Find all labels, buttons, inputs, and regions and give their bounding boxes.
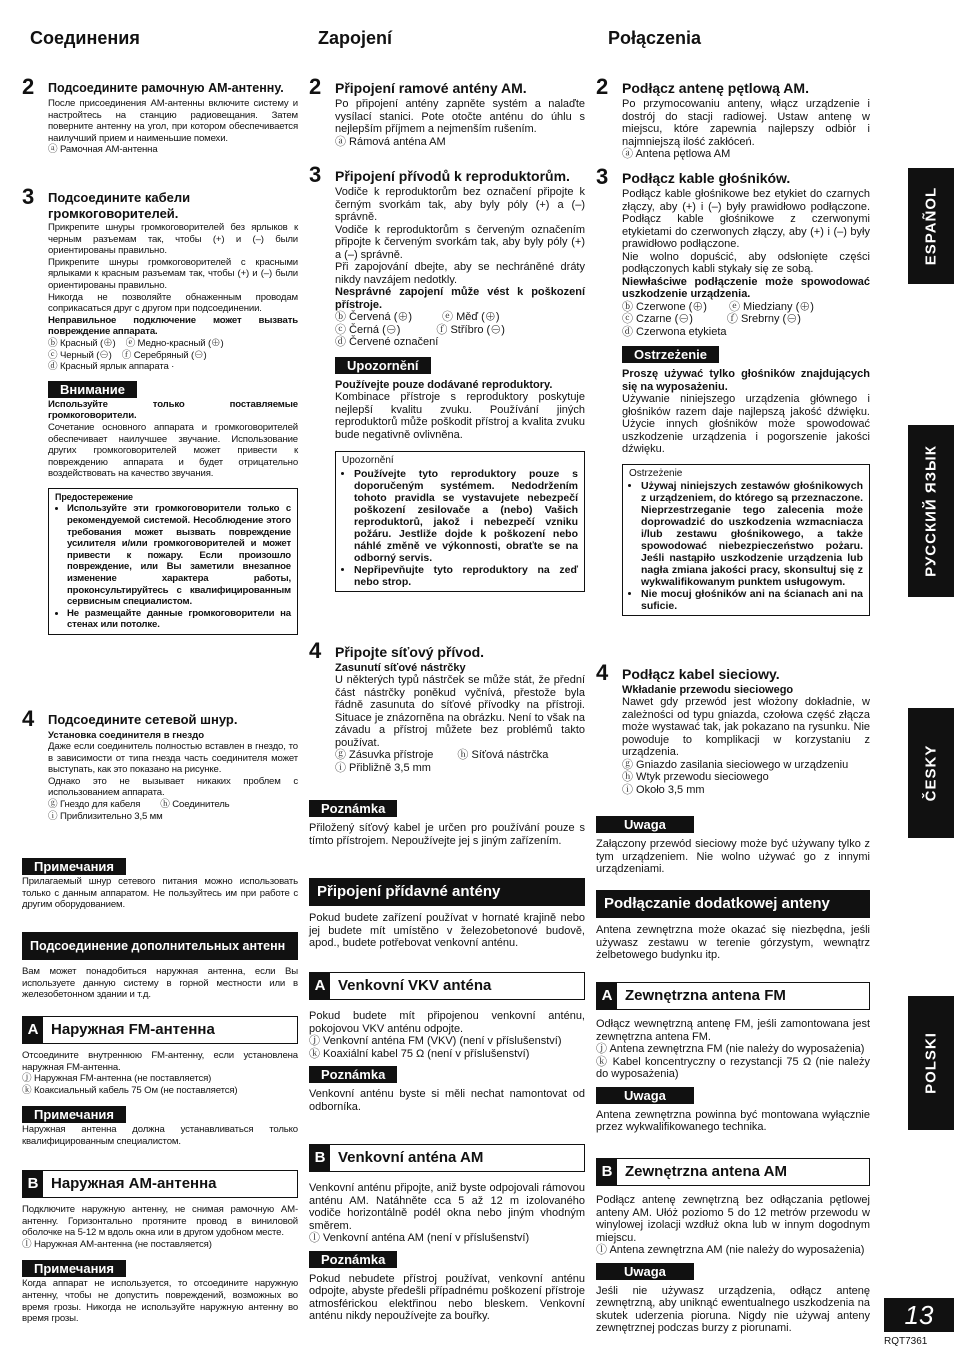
pl-fm-antenna [596,982,870,1134]
caution-body: Сочетание основного аппарата и громкоговорителей обеспечивает наилучшее звучание. Использование других громкоговорителей может привести к повреждению аппарата и будет отрицательно воздействовать на качество звучания. [48,421,298,480]
figure-label: ⓙ Antena zewnętrzna FM (nie należy do wyposażenia) [596,1043,865,1055]
section-body: Pokud budete zařízení používat v hornaté krajině nebo jej budete mít umístěno v železobetonové budově, apod., budete potřebovat venkovní anténu. [309,912,585,949]
warning-item: • Используйте эти громкоговорители только с рекомендуемой системой. Несоблюдение этого требования может вызвать повреждение усилителя и/или громкоговорителей и может привести к пожару. Если произошло повреждение, или Вы заметили внезапное изменение характера работы, проконсультируйтесь с квалифицированным сервисным специалистом. [67,503,291,607]
note-bar: Poznámka [309,1066,397,1083]
section-body: Вам может понадобиться наружная антенна, если Вы используете данную систему в горной местности или в железобетонном здании и т.д. [22,966,298,1001]
subsection-title: Venkovní anténa AM [338,1149,484,1166]
language-tab-espanol [908,168,954,284]
step-body: Podłącz kable głośnikowe bez etykiet do czarnych złączy, aby (+) i (–) były prawidłowo podłączone. Podłącz kable głośnikowe z czerwonymi etykietami do czerwonych złączy, aby (+) i (–) były prawidłowo podłączone. [622,188,870,250]
step-number: 4 [596,660,609,685]
notes-body: Когда аппарат не используется, то отсоедините наружную антенну, чтобы не допустить повреждений, возможных во время грозы. Никогда не используйте наружную антенну во время грозы. [22,1278,298,1325]
figure-label: ⓙ Наружная FM-антенна (не поставляется) [22,1073,212,1085]
figure-label: ⓔ Медно-красный (⊕) [125,337,224,349]
section-body: Antena zewnętrzna może okazać się niezbędna, jeśli używasz zestawu w terenie górzystym, wewnątrz żelbetowego budynku itp. [596,924,870,961]
cz-extra-antenna [309,878,585,950]
step-number: 3 [309,162,322,187]
figure-label: ⓑ Červená (⊕) [335,311,413,323]
warning-title: Предостережение [55,491,133,502]
subsection-title: Zewnętrzna antena AM [625,1163,787,1180]
step-number: 4 [22,706,35,731]
step-bold-warning: Неправильное подключение может вызвать повреждение аппарата. [48,314,298,338]
ru-notes [22,858,298,911]
caution-bold: Используйте только поставляемые громкоговорители. [48,398,298,422]
subsection-title: Venkovní VKV anténa [338,977,492,994]
warning-item: • Не размещайте данные громкоговорители на стенах или потолке. [67,608,291,631]
figure-label: ⓕ Srebrny (⊖) [726,313,801,325]
step-title: Připojení ramové antény AM. [335,80,527,96]
letter-badge: B [310,1145,330,1171]
figure-label: ⓐ Рамочная АМ-антенна [48,144,158,156]
figure-label: ⓒ Черный (⊖) [48,349,112,361]
document-code: RQT7361 [884,1336,928,1347]
ru-extra-antennas [22,932,298,1001]
figure-label: ⓑ Красный (⊕) [48,337,116,349]
figure-label: ⓗ Síťová nástrčka [457,749,549,761]
subsection-body: Pokud budete mít připojenou venkovní anténu, pokojovou VKV anténu odpojte. [309,1010,585,1035]
letter-badge: B [23,1171,43,1197]
subsection-body: Podłącz antenę zewnętrzną bez odłączania pętlowej anteny AM. Ułóż poziomo 5 do 12 metrów przewodu w winylowej izolacji wzdłuż okna lub w innym dogodnym miejscu. [596,1194,870,1244]
caution-body: Kombinace přístroje s reproduktory poskytuje nejlepší kvalitu zvuku. Používání jiných reproduktorů může poškodit přístroj a kvalita zvuku bude negativně ovlivněna. [335,391,585,441]
subsection-title: Наружная АМ-антенна [51,1175,217,1192]
cz-am-antenna [309,1144,585,1323]
note-body: Venkovní anténu byste si měli nechat namontovat od odborníka. [309,1088,585,1113]
warning-item: • Nepřipevňujte tyto reproduktory na zeď nebo strop. [354,564,578,588]
figure-label: ⓖ Zásuvka přístroje [335,749,434,761]
figure-label: ⓛ Antena zewnętrzna AM (nie należy do wyposażenia) [596,1244,865,1256]
warning-bar: Ostrzeżenie [622,346,719,363]
note-body: Jeśli nie używasz urządzenia, odłącz antenę zewnętrzną, aby uniknąć ewentualnego uszkodzenia na skutek uderzenia pioruna. Nigdy nie używaj anteny zewnętrznej podczas burzy z piorunami. [596,1284,870,1334]
language-tab-czech [908,708,954,838]
language-tab-label: РУССКИЙ ЯЗЫК [922,445,940,577]
cz-step-4 [309,640,585,774]
ru-fm-antenna [22,1016,298,1148]
note-bar: Poznámka [309,800,397,817]
figure-label: ⓘ Około 3,5 mm [622,783,705,796]
figure-label: ⓓ Красный ярлык аппарата · [48,361,175,373]
figure-label: ⓖ Гнездо для кабеля [48,798,141,810]
pl-extra-antenna [596,890,870,962]
pl-am-antenna [596,1158,870,1335]
header-polish: Połączenia [608,28,702,48]
figure-label: ⓖ Gniazdo zasilania sieciowego w urządzeniu [622,758,849,771]
warning-body: Używanie niniejszego urządzenia głównego i głośników razem daje najlepszą jakość dźwięku. Użycie innych głośników może spowodować uszkodzenie urządzenia i pogorszenie jakości dźwięku. [622,393,870,455]
note-bar: Uwaga [596,1263,694,1280]
figure-label: ⓚ Koaxiální kabel 75 Ω (není v příslušenství) [309,1047,530,1060]
figure-label: ⓑ Czerwone (⊕) [622,300,707,313]
caution-bar: Внимание [48,381,137,398]
note-body: Pokud nebudete přístroj používat, venkovní anténu odpojte, abyste předešli případnému poškození přístroje atmosférickou elektřinou nebo bleskem. Venkovní anténu nikdy nepoužívejte za bouřky. [309,1272,585,1322]
figure-label: ⓘ Přibližně 3,5 mm [335,761,431,774]
step-title: Podłącz kabel sieciowy. [622,666,780,682]
step-body: Никогда не позволяйте обнаженным проводам соприкасаться друг с другом при подсоединении. [48,291,298,315]
notes-bar: Примечания [22,1260,126,1277]
section-title-bar: Připojení přídavné antény [309,878,585,906]
caution-bar: Upozornění [335,357,431,374]
figure-label: ⓙ Venkovní anténa FM (VKV) (není v příslušenství) [309,1035,562,1047]
step-body: После присоединения АМ-антенны включите систему и настройтесь на станцию радиовещания. Затем поверните антенну на угол, при котором обеспечивается наилучший прием и наименьшие помехи. [48,98,298,144]
notes-body: Наружная антенна должна устанавливаться только квалифицированным специалистом. [22,1124,298,1147]
step-number: 2 [596,74,609,99]
note-body: Antena zewnętrzna powinna być montowana wyłącznie przez wykwalifikowanego technika. [596,1108,870,1133]
notes-bar: Примечания [22,858,126,875]
note-bar: Poznámka [309,1251,397,1268]
caution-bold: Používejte pouze dodávané reproduktory. [335,378,553,391]
note-body: Přiložený síťový kabel je určen pro používání pouze s tímto přístrojem. Nepoužívejte jej s jiným zařízením. [309,822,585,847]
pl-step-3 [596,166,870,616]
step-body: Nie wolno dopuścić, aby odsłonięte części podłączonych kabli stykały się ze sobą. [622,250,870,275]
figure-label: ⓓ Červené označení [335,336,439,348]
language-tab-label: ESPAÑOL [922,186,940,266]
warning-title: Ostrzeżenie [629,467,683,479]
step-title: Подсоедините кабели громкоговорителей. [48,190,191,221]
subsection-body: Venkovní anténu připojte, aniž byste odpojovali rámovou anténu AM. Natáhněte cca 5 až 12 m izolovaného vodiče horizontálně podél okna nebo jiným vhodným směrem. [309,1182,585,1232]
step-body: U některých typů nástrček se může stát, že přední část nástrčky poněkud vyčnívá, přestože byla řádně zasunuta do síťové přívodky na přístroji. Situace je znázorněna na obrázku. Není to však na závadu a přístroj můžete bez problémů takto používat. [335,674,585,749]
step-title: Подсоедините рамочную АМ-антенну. [48,81,284,95]
figure-label: ⓘ Приблизительно 3,5 мм [48,810,163,822]
subsection-title: Zewnętrzna antena FM [625,987,786,1004]
cz-step-2 [309,76,585,148]
figure-label: ⓗ Wtyk przewodu sieciowego [622,771,769,783]
step-subtitle: Установка соединителя в гнездо [48,730,205,741]
step-title: Podłącz antenę pętlową AM. [622,80,809,96]
cz-fm-antenna [309,972,585,1113]
warning-item: • Nie mocuj głośników ani na ścianach ani na suficie. [641,588,863,612]
step-body: Vodiče k reproduktorům bez označení připojte k černým svorkám tak, aby byly póly (+) a (–) správně. [335,186,585,223]
step-body: Při zapojování dbejte, aby se nechráněné dráty nikdy navzájem nedotkly. [335,261,585,286]
pl-step-4 [596,662,870,796]
subsection-body: Odłącz wewnętrzną antenę FM, jeśli zamontowana jest zewnętrzna antena FM. [596,1018,870,1043]
step-title: Připojení přívodů k reproduktorům. [335,168,570,184]
step-number: 4 [309,638,322,663]
figure-label: ⓓ Czerwona etykieta [622,325,727,338]
figure-label: ⓒ Černá (⊖) [335,323,401,336]
page-number: 13 [884,1298,954,1332]
figure-label: ⓛ Venkovní anténa AM (není v příslušenství) [309,1232,530,1244]
figure-label: ⓛ Наружная АМ-антенна (не поставляется) [22,1238,212,1250]
step-subtitle: Wkładanie przewodu sieciowego [622,684,794,696]
figure-label: ⓐ Rámová anténa AM [335,135,446,148]
cz-note [309,800,585,847]
warning-item: • Używaj niniejszych zestawów głośnikowych z urządzeniem, do którego są przeznaczone. Nieprzestrzeganie tego zalecenia może doprowadzić do uszkodzenia wzmacniacza i/lub zestawu głośnikowego, a także spowodować niebezpieczeństwo pożaru. Jeśli nastąpiło uszkodzenie urządzenia lub nagła zmiana jakości pracy, skonsultuj się z wykwalifikowanym punktem usługowym. [641,480,863,588]
subsection-title: Наружная FM-антенна [51,1021,215,1038]
figure-label: ⓔ Měď (⊕) [442,311,500,323]
figure-label: ⓔ Miedziany (⊕) [728,300,814,313]
step-number: 3 [596,164,609,189]
step-number: 3 [22,184,35,209]
language-tab-russian [908,425,954,597]
letter-badge: A [23,1017,43,1043]
step-body: Po připojení antény zapněte systém a nalaďte vysílací stanici. Pote otočte anténu do úhlu s nejlepším příjmem a nejmenším rušením. [335,98,585,135]
pl-note [596,816,870,876]
step-body: Vodiče k reproduktorům s červeným označením připojte k červeným svorkám tak, aby byly póly (+) a (–) správně. [335,223,585,261]
step-body: Однако это не вызывает никаких проблем с использованием аппарата. [48,775,298,799]
step-title: Připojte síťový přívod. [335,644,485,660]
step-number: 2 [22,74,35,99]
figure-label: ⓚ Kabel koncentryczny o rezystancji 75 Ω (nie należy do wyposażenia) [596,1055,870,1080]
step-body: Nawet gdy przewód jest włożony dokładnie, w zależności od typu gniazda, czołowa część złącza może wystawać tak, jak pokazano na rysunku. Nie powoduje to komplikacji w korzystaniu z urządzenia. [622,696,870,758]
ru-am-antenna [22,1170,298,1325]
warning-box [48,488,298,635]
warning-title: Upozornění [342,455,394,466]
note-bar: Uwaga [596,1087,694,1104]
warning-box [622,464,870,617]
letter-badge: B [597,1159,617,1185]
warning-box [335,451,585,592]
header-czech: Zapojení [318,28,393,48]
warning-item: • Používejte tyto reproduktory pouze s doporučeným systémem. Nedodržením tohoto pravidla se vystavujete nebezpečí poškození zesilovače a (nebo) Vašich reproduktorů, jakož i nebezpečí vzniku požáru. Jestliže dojde k poškození nebo náhlé změně ve výkonnosti, obraťte se na odborný servis. [354,468,578,564]
step-bold-warning: Nesprávné zapojení může vést k poškození přístroje. [335,286,585,311]
subsection-body: Отсоедините внутреннюю FM-антенну, если установлена наружная FM-антенна. [22,1050,298,1073]
cz-step-3 [309,164,585,592]
section-title-bar: Podłączanie dodatkowej anteny [596,890,870,918]
step-title: Podłącz kable głośników. [622,170,791,186]
letter-badge: A [597,983,617,1009]
language-tab-label: ČESKY [922,744,940,802]
ru-step-3 [22,186,298,635]
figure-label: ⓕ Stříbro (⊖) [436,323,505,336]
step-body: Даже если соединитель полностью вставлен в гнездо, то в зависимости от типа гнезда часть соединителя может выступать, как это показано на рисунке. [48,741,298,776]
step-bold-warning: Niewłaściwe podłączenie może spowodować uszkodzenie urządzenia. [622,275,870,300]
step-title: Подсоедините сетевой шнур. [48,712,238,727]
notes-bar: Примечания [22,1106,126,1123]
pl-step-2 [596,76,870,161]
step-subtitle: Zasunutí síťové nástrčky [335,662,466,674]
step-number: 2 [309,74,322,99]
figure-label: ⓕ Серебряный (⊖) [121,349,207,361]
note-bar: Uwaga [596,816,694,833]
ru-step-2 [22,76,298,156]
header-russian: Соединения [30,28,140,48]
figure-label: ⓗ Соединитель [160,798,230,810]
step-body: Po przymocowaniu anteny, włącz urządzenie i dostrój do stacji radiowej. Ustaw antenę w miejscu, które zapewnia najlepszy odbiór i najmniejszą ilość zakłóceń. [622,98,870,148]
ru-step-4 [22,708,298,822]
step-body: Прикрепите шнуры громкоговорителей без ярлыков к черным разъемам так, чтобы (+) и (–) были ориентированы правильно. [48,222,298,257]
notes-body: Прилагаемый шнур сетевого питания можно использовать только с данным аппаратом. Не пользуйтесь им при работе с другим оборудованием. [22,876,298,911]
figure-label: ⓚ Коаксиальный кабель 75 Ом (не поставляется) [22,1084,238,1096]
language-tab-polish [908,996,954,1130]
note-body: Załączony przewód sieciowy może być używany tylko z tym urządzeniem. Nie wolno używać go z innymi urządzeniami. [596,838,870,875]
figure-label: ⓐ Antena pętlowa AM [622,148,731,160]
section-title-bar: Подсоединение дополнительных антенн [22,932,298,960]
subsection-body: Подключите наружную антенну, не снимая рамочную АМ-антенну. Горизонтально протяните провод в виниловой оболочке на 5-12 м вдоль окна или в другом удобном месте. [22,1204,298,1239]
letter-badge: A [310,973,330,999]
warning-bold: Proszę używać tylko głośników znajdujących się na wyposażeniu. [622,368,870,393]
step-body: Прикрепите шнуры громкоговорителей с красными ярлыками к красным разъемам так, чтобы (+) и (–) были ориентированы правильно. [48,256,298,291]
language-tab-label: POLSKI [922,1032,940,1094]
figure-label: ⓒ Czarne (⊖) [622,313,693,325]
